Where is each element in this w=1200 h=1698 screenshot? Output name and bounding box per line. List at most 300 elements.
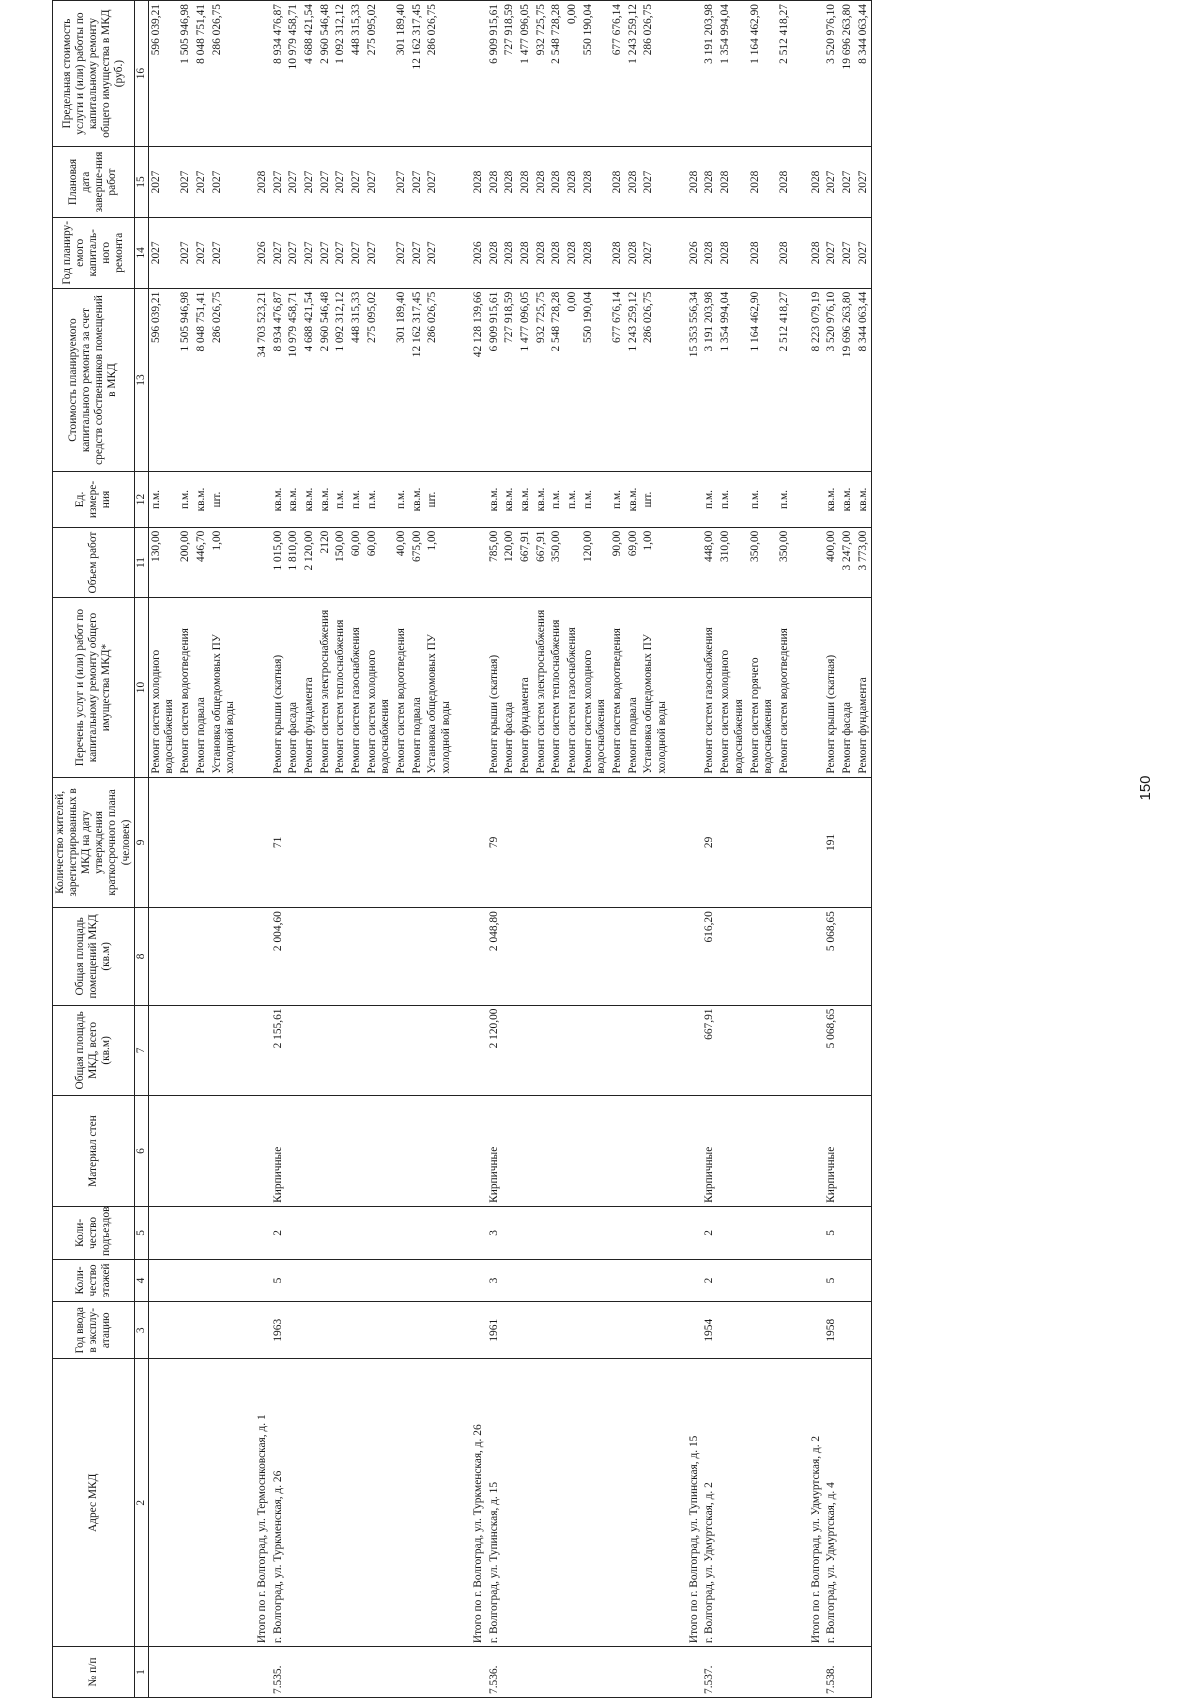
cell-col-14: 2028 [777, 217, 793, 288]
cell-col-2 [365, 1359, 394, 1647]
column-header-1: № п/п [53, 1647, 135, 1698]
cell-col-4 [840, 1259, 856, 1301]
cell-col-3 [549, 1301, 565, 1359]
cell-col-15: 2028 [534, 147, 550, 218]
column-header-9: Количество жителей, зарегистрированных в МКД на дату утверждения краткосрочного плана (человек) [53, 777, 135, 908]
cell-col-16: 932 725,75 [534, 1, 550, 147]
cell-col-12: п.м. [178, 472, 194, 527]
cell-col-10: Ремонт фундамента [856, 598, 872, 777]
cell-col-9 [626, 777, 642, 908]
cell-col-8 [502, 908, 518, 1005]
column-number-9: 9 [134, 777, 148, 908]
cell-col-1 [194, 1647, 210, 1698]
column-number-13: 13 [134, 288, 148, 472]
cell-col-10: Ремонт систем газоснабжения [565, 598, 581, 777]
cell-col-10: Ремонт фасада [840, 598, 856, 777]
cell-col-7 [718, 1005, 747, 1096]
cell-col-12: п.м. [394, 472, 410, 527]
cell-col-11: 785,00 [487, 527, 503, 598]
cell-col-16: 1 505 946,98 [178, 1, 194, 147]
cell-col-1 [856, 1647, 872, 1698]
cell-col-5: 2 [271, 1206, 287, 1259]
cell-col-13: 3 191 203,98 [702, 288, 718, 472]
cell-col-16: 12 162 317,45 [410, 1, 426, 147]
cell-col-10: Установка общедомовых ПУ холодной воды [641, 598, 670, 777]
cell-col-2 [502, 1359, 518, 1647]
cell-col-13: 286 026,75 [210, 288, 239, 472]
cell-col-1 [425, 1647, 454, 1698]
cell-col-14: 2028 [565, 217, 581, 288]
cell-col-11: 2 120,00 [302, 527, 318, 598]
cell-col-16: 6 909 915,61 [487, 1, 503, 147]
cell-col-4 [210, 1259, 239, 1301]
cell-col-14: 2027 [271, 217, 287, 288]
cell-col-1 [840, 1647, 856, 1698]
cell-col-9 [610, 777, 626, 908]
cell-col-6 [194, 1096, 210, 1207]
column-number-7: 7 [134, 1005, 148, 1096]
cell-col-11: 2120 [318, 527, 334, 598]
cell-col-9 [471, 777, 487, 908]
column-header-6: Материал стен [53, 1096, 135, 1207]
cell-col-1 [641, 1647, 670, 1698]
cell-col-12: кв.м. [410, 472, 426, 527]
cell-col-5 [856, 1206, 872, 1259]
cell-col-11: 200,00 [178, 527, 194, 598]
table-row [318, 1, 334, 1698]
cell-col-2 [148, 1359, 178, 1647]
cell-col-16: 1 092 312,12 [333, 1, 349, 147]
table-row [718, 1, 747, 1698]
cell-col-6 [610, 1096, 626, 1207]
table-row [394, 1, 410, 1698]
cell-col-6 [455, 1096, 471, 1207]
cell-col-4: 5 [271, 1259, 287, 1301]
cell-col-13: 286 026,75 [641, 288, 670, 472]
table-row [178, 1, 194, 1698]
cell-col-4 [255, 1259, 271, 1301]
cell-col-15 [671, 147, 687, 218]
table-row [302, 1, 318, 1698]
cell-col-14: 2027 [824, 217, 840, 288]
cell-col-4 [178, 1259, 194, 1301]
cell-col-6: Кирпичные [271, 1096, 287, 1207]
cell-col-7 [410, 1005, 426, 1096]
cell-col-14: 2028 [581, 217, 610, 288]
cell-col-5 [455, 1206, 471, 1259]
cell-col-16: 286 026,75 [641, 1, 670, 147]
cell-col-1 [410, 1647, 426, 1698]
cell-col-11 [255, 527, 271, 598]
cell-col-2 [349, 1359, 365, 1647]
cell-col-7 [425, 1005, 454, 1096]
cell-col-4: 5 [824, 1259, 840, 1301]
cell-col-16: 8 048 751,41 [194, 1, 210, 147]
cell-col-5 [534, 1206, 550, 1259]
cell-col-8 [349, 908, 365, 1005]
cell-col-7 [455, 1005, 471, 1096]
cell-col-5 [239, 1206, 255, 1259]
cell-col-7 [565, 1005, 581, 1096]
cell-col-11: 40,00 [394, 527, 410, 598]
cell-col-16: 677 676,14 [610, 1, 626, 147]
cell-col-16 [455, 1, 471, 147]
table-row [626, 1, 642, 1698]
cell-col-13 [455, 288, 471, 472]
cell-col-14: 2027 [302, 217, 318, 288]
cell-col-8 [748, 908, 777, 1005]
cell-col-3 [210, 1301, 239, 1359]
cell-col-1 [610, 1647, 626, 1698]
cell-col-13: 1 477 096,05 [518, 288, 534, 472]
cell-col-2 [840, 1359, 856, 1647]
cell-col-13: 8 934 476,87 [271, 288, 287, 472]
cell-col-16 [793, 1, 809, 147]
cell-col-12: кв.м. [286, 472, 302, 527]
cell-col-10 [687, 598, 703, 777]
cell-col-11 [809, 527, 825, 598]
cell-col-5 [471, 1206, 487, 1259]
cell-col-4 [286, 1259, 302, 1301]
cell-col-13: 2 960 546,48 [318, 288, 334, 472]
cell-col-2 [549, 1359, 565, 1647]
cell-col-11 [671, 527, 687, 598]
cell-col-15: 2028 [702, 147, 718, 218]
cell-col-14 [793, 217, 809, 288]
cell-col-14: 2028 [487, 217, 503, 288]
cell-col-3 [425, 1301, 454, 1359]
cell-col-2 [581, 1359, 610, 1647]
cell-col-15: 2027 [856, 147, 872, 218]
column-number-12: 12 [134, 472, 148, 527]
table-row [148, 1, 178, 1698]
spacer-row [671, 1, 687, 1698]
cell-col-11: 1,00 [425, 527, 454, 598]
cell-col-2 [793, 1359, 809, 1647]
cell-col-12: п.м. [565, 472, 581, 527]
column-number-11: 11 [134, 527, 148, 598]
column-number-4: 4 [134, 1259, 148, 1301]
cell-col-13: 1 092 312,12 [333, 288, 349, 472]
cell-col-8 [856, 908, 872, 1005]
cell-col-11: 667,91 [534, 527, 550, 598]
cell-col-8 [718, 908, 747, 1005]
cell-col-13: 8 048 751,41 [194, 288, 210, 472]
cell-col-14: 2027 [641, 217, 670, 288]
cell-col-13: 10 979 458,71 [286, 288, 302, 472]
cell-col-8 [239, 908, 255, 1005]
cell-col-2: г. Волгоград, ул. Удмуртская, д. 4 [824, 1359, 840, 1647]
cell-col-7 [255, 1005, 271, 1096]
cell-col-10: Ремонт подвала [626, 598, 642, 777]
cell-col-15: 2027 [333, 147, 349, 218]
cell-col-5 [748, 1206, 777, 1259]
cell-col-8 [549, 908, 565, 1005]
cell-col-4 [425, 1259, 454, 1301]
cell-col-12 [455, 472, 471, 527]
cell-col-7 [687, 1005, 703, 1096]
cell-col-5 [333, 1206, 349, 1259]
cell-col-16: 19 696 263,80 [840, 1, 856, 147]
cell-col-4 [502, 1259, 518, 1301]
cell-col-8 [534, 908, 550, 1005]
table-header [53, 1, 149, 1698]
cell-col-5 [302, 1206, 318, 1259]
cell-col-11: 90,00 [610, 527, 626, 598]
cell-col-13: 677 676,14 [610, 288, 626, 472]
column-header-11: Объем работ [53, 527, 135, 598]
cell-col-4 [793, 1259, 809, 1301]
cell-col-3 [856, 1301, 872, 1359]
cell-col-1: 7.538. [824, 1647, 840, 1698]
cell-col-3 [239, 1301, 255, 1359]
cell-col-9: 29 [702, 777, 718, 908]
cell-col-15: 2027 [318, 147, 334, 218]
cell-col-13: 275 095,02 [365, 288, 394, 472]
table-body [148, 1, 872, 1698]
table-row [210, 1, 239, 1698]
column-number-16: 16 [134, 1, 148, 147]
cell-col-15: 2028 [502, 147, 518, 218]
cell-col-7 [194, 1005, 210, 1096]
cell-col-16: 1 243 259,12 [626, 1, 642, 147]
cell-col-14: 2028 [626, 217, 642, 288]
cell-col-6 [687, 1096, 703, 1207]
cell-col-9 [518, 777, 534, 908]
cell-col-6 [809, 1096, 825, 1207]
cell-col-15: 2027 [410, 147, 426, 218]
column-number-3: 3 [134, 1301, 148, 1359]
cell-col-2 [777, 1359, 793, 1647]
cell-col-4 [626, 1259, 642, 1301]
cell-col-4 [777, 1259, 793, 1301]
cell-col-11: 400,00 [824, 527, 840, 598]
cell-col-7 [641, 1005, 670, 1096]
cell-col-4 [365, 1259, 394, 1301]
cell-col-9 [365, 777, 394, 908]
cell-col-11: 1 015,00 [271, 527, 287, 598]
cell-col-1 [748, 1647, 777, 1698]
cell-col-2 [455, 1359, 471, 1647]
cell-col-5 [565, 1206, 581, 1259]
cell-col-8: 2 004,60 [271, 908, 287, 1005]
table-row [534, 1, 550, 1698]
cell-col-7 [210, 1005, 239, 1096]
cell-col-14: 2028 [610, 217, 626, 288]
cell-col-11: 310,00 [718, 527, 747, 598]
table-row [581, 1, 610, 1698]
building-row [702, 1, 718, 1698]
cell-col-16 [471, 1, 487, 147]
cell-col-16: 10 979 458,71 [286, 1, 302, 147]
cell-col-15: 2028 [549, 147, 565, 218]
cell-col-12: п.м. [148, 472, 178, 527]
table-row [641, 1, 670, 1698]
cell-col-9 [856, 777, 872, 908]
cell-col-11 [687, 527, 703, 598]
building-row [271, 1, 287, 1698]
cell-col-3: 1961 [487, 1301, 503, 1359]
cell-col-3 [365, 1301, 394, 1359]
column-number-5: 5 [134, 1206, 148, 1259]
cell-col-2: Итого по г. Волгоград, ул. Термоснковская, д. 1 [255, 1359, 271, 1647]
cell-col-12: кв.м. [302, 472, 318, 527]
cell-col-14 [671, 217, 687, 288]
cell-col-15: 2028 [518, 147, 534, 218]
cell-col-13: 34 703 523,21 [255, 288, 271, 472]
cell-col-7 [365, 1005, 394, 1096]
cell-col-11 [455, 527, 471, 598]
spacer-row [239, 1, 255, 1698]
cell-col-3 [534, 1301, 550, 1359]
cell-col-9 [687, 777, 703, 908]
cell-col-8: 5 068,65 [824, 908, 840, 1005]
cell-col-7 [534, 1005, 550, 1096]
cell-col-14 [239, 217, 255, 288]
cell-col-5: 2 [702, 1206, 718, 1259]
cell-col-11: 120,00 [581, 527, 610, 598]
cell-col-11: 1,00 [641, 527, 670, 598]
cell-col-1 [178, 1647, 194, 1698]
cell-col-13: 932 725,75 [534, 288, 550, 472]
cell-col-10: Ремонт крыши (скатная) [271, 598, 287, 777]
cell-col-12: п.м. [365, 472, 394, 527]
cell-col-6 [255, 1096, 271, 1207]
cell-col-15: 2028 [777, 147, 793, 218]
cell-col-10 [809, 598, 825, 777]
table-row [425, 1, 454, 1698]
cell-col-5 [210, 1206, 239, 1259]
cell-col-3 [809, 1301, 825, 1359]
cell-col-16: 8 934 476,87 [271, 1, 287, 147]
cell-col-9 [534, 777, 550, 908]
cell-col-1 [626, 1647, 642, 1698]
cell-col-6 [549, 1096, 565, 1207]
cell-col-9 [349, 777, 365, 908]
column-header-4: Коли-чество этажей [53, 1259, 135, 1301]
cell-col-7 [671, 1005, 687, 1096]
cell-col-10: Ремонт фасада [286, 598, 302, 777]
cell-col-5 [502, 1206, 518, 1259]
column-header-15: Плановая дата заверше-ния работ [53, 147, 135, 218]
cell-col-2 [410, 1359, 426, 1647]
cell-col-1 [549, 1647, 565, 1698]
cell-col-11: 69,00 [626, 527, 642, 598]
cell-col-9 [178, 777, 194, 908]
cell-col-13: 448 315,33 [349, 288, 365, 472]
cell-col-16: 301 189,40 [394, 1, 410, 147]
cell-col-6 [581, 1096, 610, 1207]
cell-col-9 [425, 777, 454, 908]
cell-col-12: кв.м. [502, 472, 518, 527]
cell-col-7 [840, 1005, 856, 1096]
cell-col-13: 1 164 462,90 [748, 288, 777, 472]
cell-col-8 [318, 908, 334, 1005]
cell-col-4 [318, 1259, 334, 1301]
cell-col-11: 350,00 [748, 527, 777, 598]
cell-col-12: кв.м. [487, 472, 503, 527]
cell-col-12: п.м. [349, 472, 365, 527]
cell-col-12 [793, 472, 809, 527]
cell-col-8 [565, 908, 581, 1005]
cell-col-8 [626, 908, 642, 1005]
cell-col-15: 2028 [610, 147, 626, 218]
table-row [365, 1, 394, 1698]
cell-col-11: 3 247,00 [840, 527, 856, 598]
cell-col-6 [425, 1096, 454, 1207]
cell-col-9 [148, 777, 178, 908]
cell-col-9 [565, 777, 581, 908]
cell-col-10: Установка общедомовых ПУ холодной воды [210, 598, 239, 777]
cell-col-7 [318, 1005, 334, 1096]
cell-col-1 [255, 1647, 271, 1698]
cell-col-5 [286, 1206, 302, 1259]
cell-col-14: 2028 [518, 217, 534, 288]
cell-col-7: 2 120,00 [487, 1005, 503, 1096]
cell-col-11 [793, 527, 809, 598]
cell-col-14: 2028 [502, 217, 518, 288]
cell-col-14: 2026 [471, 217, 487, 288]
cell-col-7: 2 155,61 [271, 1005, 287, 1096]
cell-col-7 [793, 1005, 809, 1096]
cell-col-1 [534, 1647, 550, 1698]
cell-col-5 [718, 1206, 747, 1259]
cell-col-1 [565, 1647, 581, 1698]
cell-col-8 [809, 908, 825, 1005]
cell-col-7 [178, 1005, 194, 1096]
cell-col-8 [178, 908, 194, 1005]
cell-col-7 [626, 1005, 642, 1096]
table-row [840, 1, 856, 1698]
cell-col-6 [410, 1096, 426, 1207]
cell-col-8 [394, 908, 410, 1005]
cell-col-16: 448 315,33 [349, 1, 365, 147]
cell-col-7 [394, 1005, 410, 1096]
cell-col-12: кв.м. [318, 472, 334, 527]
column-header-7: Общая площадь МКД, всего (кв.м) [53, 1005, 135, 1096]
cell-col-7 [610, 1005, 626, 1096]
cell-col-4 [748, 1259, 777, 1301]
cell-col-12: п.м. [718, 472, 747, 527]
cell-col-16: 1 164 462,90 [748, 1, 777, 147]
cell-col-12: п.м. [549, 472, 565, 527]
cell-col-13: 1 243 259,12 [626, 288, 642, 472]
cell-col-2 [534, 1359, 550, 1647]
cell-col-10 [793, 598, 809, 777]
table-row [856, 1, 872, 1698]
cell-col-13: 727 918,59 [502, 288, 518, 472]
cell-col-9 [549, 777, 565, 908]
cell-col-2 [856, 1359, 872, 1647]
cell-col-8 [286, 908, 302, 1005]
cell-col-16 [809, 1, 825, 147]
cell-col-4 [856, 1259, 872, 1301]
cell-col-14: 2027 [394, 217, 410, 288]
cell-col-15: 2027 [824, 147, 840, 218]
cell-col-1 [333, 1647, 349, 1698]
cell-col-11: 667,91 [518, 527, 534, 598]
cell-col-12: п.м. [333, 472, 349, 527]
total-row [255, 1, 271, 1698]
cell-col-11: 120,00 [502, 527, 518, 598]
cell-col-14: 2027 [333, 217, 349, 288]
cell-col-10: Ремонт систем теплоснабжения [549, 598, 565, 777]
cell-col-11: 446,70 [194, 527, 210, 598]
cell-col-10: Ремонт фундамента [518, 598, 534, 777]
cell-col-16: 275 095,02 [365, 1, 394, 147]
cell-col-4 [349, 1259, 365, 1301]
cell-col-12: шт. [425, 472, 454, 527]
